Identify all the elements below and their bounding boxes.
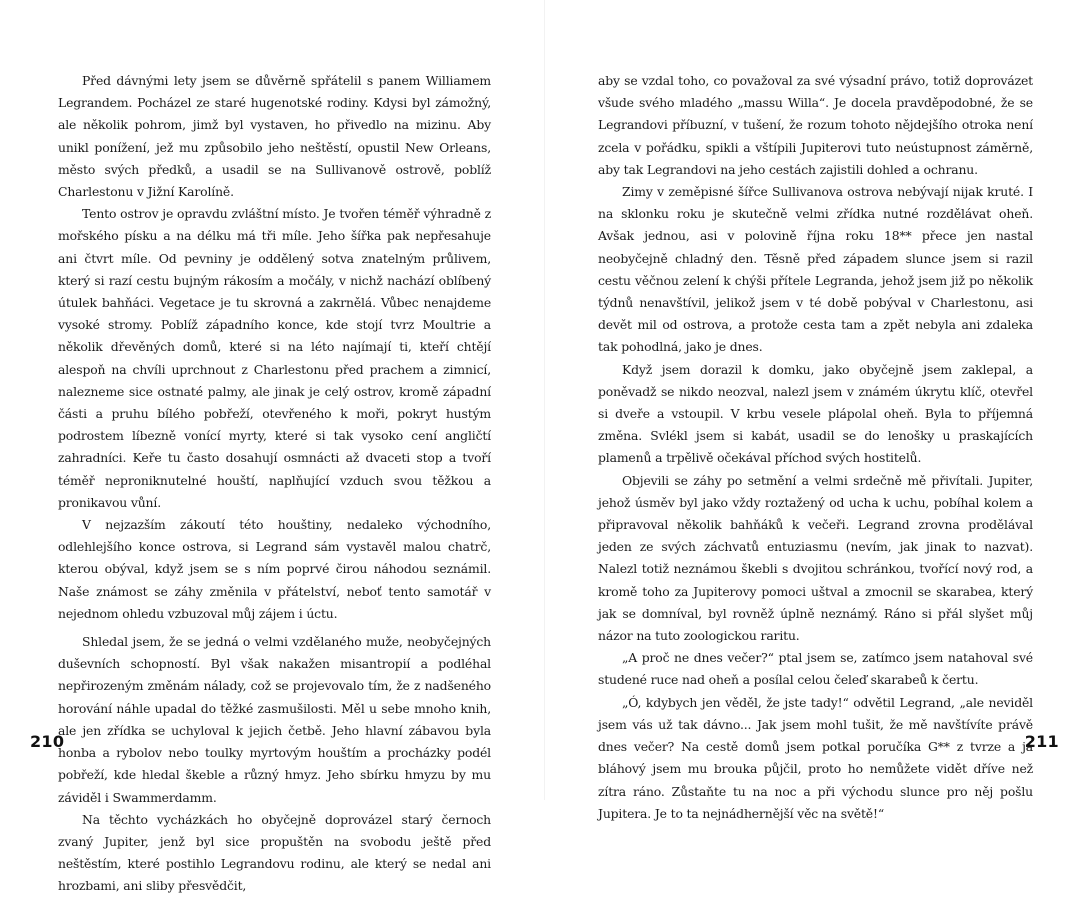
left-paragraph-5: Na těchto vycházkách ho obyčejně doprovázel starý černoch zvaný Jupiter, jenž byl sice propuštěn na svobodu ještě před neštěstím, které postihlo Legrandovu rodinu, ale který se nedal ani hrozbami, ani sliby přesvědčit, — [58, 811, 491, 894]
left-paragraph-2: Tento ostrov je opravdu zvláštní místo. Je tvořen téměř výhradně z mořského písku a na délku má tři míle. Jeho šířka pak nepřesahuje ani čtvrt míle. Od pevniny je oddělený sotva znatelným průlivem, který si razí cestu bujným rákosím a močály, v nichž nachází oblíbený útulek bahňáci. Vegetace je tu skrovná a zakrnělá. Vůbec nenajdeme vysoké stromy. Poblíž západního konce, kde stojí tvrz Moultrie a několik dřevěných domů, které si na léto najímají ti, kteří chtějí alespoň na chvíli uprchnout z Charlestonu před prachem a zimnicí, nalezneme sice ostnaté palmy, ale jinak je celý ostrov, kromě západní části a pruhu bílého pobřeží, otevřeného k moři, pokryt hustým podrostem líbezně vonící myrty, které si tak vysoko cení angličtí zahradníci. Keře tu často dosahují osmnácti až dvaceti stop a tvoří téměř neproniknutelné houští, naplňující vzduch svou těžkou a pronikavou vůní. — [58, 206, 491, 510]
left-page-number: 210 — [30, 732, 65, 751]
right-paragraph-6: „Ó, kdybych jen věděl, že jste tady!“ odvětil Legrand, „ale neviděl jsem vás už tak dávno... Jak jsem mohl tušit, že mě navštívíte právě dnes večer? Na cestě domů jsem potkal poručíka G** z tvrze a já bláhový jsem mu brouka půjčil, proto ho nemůžete vidět dříve než zítra ráno. Zůstaňte tu na noc a při východu slunce pro něj pošlu Jupitera. Je to ta nejnádhernější věc na světě!“ — [598, 694, 1033, 821]
left-paragraph-3: V nejzazším zákoutí této houštiny, nedaleko východního, odlehlejšího konce ostrova, si Legrand sám vystavěl malou chatrč, kterou obýval, když jsem se s ním poprvé čirou náhodou seznámil. Naše známost se záhy změnila v přátelství, neboť tento samotář v nejednom ohledu vzbuzoval můj zájem i úctu. — [58, 517, 491, 621]
right-page — [545, 0, 1089, 821]
right-page-text — [598, 70, 1033, 825]
left-page-text — [58, 70, 491, 898]
left-paragraph-4: Shledal jsem, že se jedná o velmi vzdělaného muže, neobyčejných duševních schopností. Byl však nakažen misantropií a podléhal nepřirozeným změnám nálady, což se projevovalo tím, že z nadšeného horování náhle upadal do těžké zasmušilosti. Měl u sebe mnoho knih, ale jen zřídka se uchyloval k jejich četbě. Jeho hlavní zábavou byla honba a rybolov nebo toulky myrtovým houštím a procházky podél pobřeží, kde hledal škeble a různý hmyz. Jeho sbírku hmyzu by mu záviděl i Swammerdamm. — [58, 634, 491, 805]
right-paragraph-3: Když jsem dorazil k domku, jako obyčejně jsem zaklepal, a poněvadž se nikdo neozval, nalezl jsem v známém úkrytu klíč, otevřel si dveře a vstoupil. V krbu vesele plápolal oheň. Byla to příjemná změna. Svlékl jsem si kabát, usadil se do lenošky u praskajících plamenů a trpělivě očekával příchod svých hostitelů. — [598, 361, 1033, 466]
right-paragraph-2: Zimy v zeměpisné šířce Sullivanova ostrova nebývají nijak kruté. I na sklonku roku je skutečně velmi zřídka nutné rozdělávat oheň. Avšak jednou, asi v polovině října roku 18** přece jen nastal neobyčejně chladný den. Těsně před západem slunce jsem si razil cestu věčnou zelení k chýši přítele Legranda, jehož jsem již po několik týdnů nenavštívil, jelikož jsem v té době pobýval v Charlestonu, asi devět mil od ostrova, a protože cesta tam a zpět nebyla ani zdaleka tak pohodlná, jako je dnes. — [598, 184, 1033, 355]
right-page-number: 211 — [1024, 732, 1059, 751]
left-paragraph-1: Před dávnými lety jsem se důvěrně spřátelil s panem Williamem Legrandem. Pocházel ze staré hugenotské rodiny. Kdysi byl zámožný, ale několik pohrom, jimž byl vystaven, ho přivedlo na mizinu. Aby unikl ponížení, jež mu způsobilo jeho neštěstí, opustil New Orleans, město svých předků, a usadil se na Sullivanově ostrově, poblíž Charlestonu v Jižní Karolíně. — [58, 73, 491, 200]
right-paragraph-4: Objevili se záhy po setmění a velmi srdečně mě přivítali. Jupiter, jehož úsměv byl jako vždy roztažený od ucha k uchu, pobíhal kolem a připravoval několik bahňáků k večeři. Legrand zrovna prodělával jeden ze svých záchvatů entuziasmu (nevím, jak jinak to nazvat). Nalezl totiž neznámou škebli s dvojitou schránkou, tvořící nový rod, a kromě toho za Jupiterovy pomoci uštval a zmocnil se skarabea, který jak se domníval, byl rovněž úplně neznámý. Ráno si přál slyšet můj názor na tuto zoologickou raritu. — [598, 472, 1033, 644]
right-paragraph-1: aby se vzdal toho, co považoval za své výsadní právo, totiž doprovázet všude svého mladého „massu Willa“. Je docela pravděpodobné, že se Legrandovi příbuzní, v tušení, že rozum tohoto nějdejšího otroka není zcela v pořádku, spikli a vštípili Jupiterovi tuto neústupnost záměrně, aby tak Legrandovi na jeho cestách zajistili dohled a ochranu. — [598, 73, 1033, 177]
left-page — [0, 0, 544, 894]
right-paragraph-5: „A proč ne dnes večer?“ ptal jsem se, zatímco jsem natahoval své studené ruce nad oheň a posílal celou čeleď skarabeů k čertu. — [598, 650, 1033, 688]
